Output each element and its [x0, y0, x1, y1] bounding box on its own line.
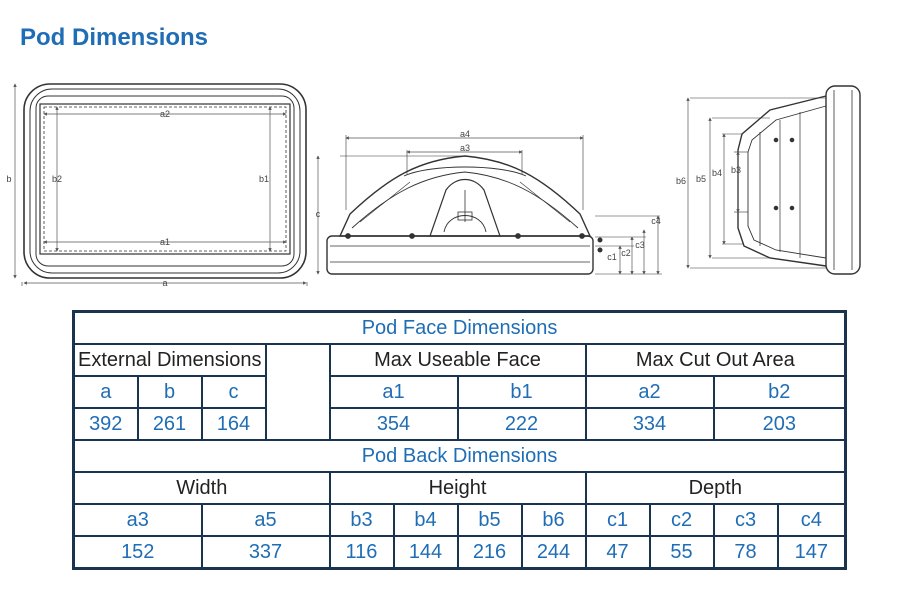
label-cell-b5: b5 [458, 504, 522, 536]
max-useable-face-header: Max Useable Face [330, 344, 586, 376]
value-cell-b3: 116 [330, 536, 394, 569]
value-cell-b6: 244 [522, 536, 586, 569]
label-b: b [6, 174, 12, 184]
label-c1: c1 [607, 252, 617, 262]
value-cell-a: 392 [74, 408, 138, 440]
label-cell-a3: a3 [74, 504, 202, 536]
back-dimension-labels [316, 129, 661, 262]
pod-side-view [690, 86, 860, 274]
label-b4: b4 [711, 168, 723, 178]
label-a3: a3 [459, 143, 471, 153]
label-cell-b3: b3 [330, 504, 394, 536]
label-b1: b1 [258, 174, 270, 184]
label-cell-b2: b2 [714, 376, 846, 408]
label-a2: a2 [159, 109, 171, 119]
label-cell-b4: b4 [394, 504, 458, 536]
value-cell-c1: 47 [586, 536, 650, 569]
label-cell-b1: b1 [458, 376, 586, 408]
label-cell-a1: a1 [330, 376, 458, 408]
label-cell-a2: a2 [586, 376, 714, 408]
value-cell-c2: 55 [650, 536, 714, 569]
label-c4: c4 [651, 216, 661, 226]
label-b3: b3 [730, 165, 742, 175]
blank-spacer-cell [266, 344, 330, 440]
value-cell-b2: 203 [714, 408, 846, 440]
label-a4: a4 [459, 129, 471, 139]
label-cell-c2: c2 [650, 504, 714, 536]
label-cell-c4: c4 [778, 504, 846, 536]
value-cell-a1: 354 [330, 408, 458, 440]
value-cell-b: 261 [138, 408, 202, 440]
face-dimensions-title: Pod Face Dimensions [74, 312, 846, 345]
side-dimension-labels [676, 165, 741, 186]
value-cell-c: 164 [202, 408, 266, 440]
width-header: Width [74, 472, 330, 504]
label-cell-a: a [74, 376, 138, 408]
height-header: Height [330, 472, 586, 504]
label-cell-b6: b6 [522, 504, 586, 536]
label-b5: b5 [695, 174, 707, 184]
label-c: c [315, 209, 321, 219]
value-cell-a5: 337 [202, 536, 330, 569]
page-title: Pod Dimensions [20, 24, 209, 51]
label-cell-c: c [202, 376, 266, 408]
label-b6: b6 [675, 176, 687, 186]
label-c3: c3 [635, 240, 645, 250]
value-cell-c4: 147 [778, 536, 846, 569]
label-cell-c3: c3 [714, 504, 778, 536]
max-cut-out-area-header: Max Cut Out Area [586, 344, 846, 376]
value-cell-c3: 78 [714, 536, 778, 569]
pod-dimensions-table [72, 310, 847, 570]
value-cell-a2: 334 [586, 408, 714, 440]
label-cell-b: b [138, 376, 202, 408]
label-a1: a1 [159, 237, 171, 247]
value-cell-b1: 222 [458, 408, 586, 440]
back-dimensions-title: Pod Back Dimensions [74, 440, 846, 472]
external-dimensions-header: External Dimensions [74, 344, 266, 376]
label-c2: c2 [621, 248, 631, 258]
depth-header: Depth [586, 472, 846, 504]
label-b2: b2 [51, 174, 63, 184]
label-a: a [162, 278, 168, 288]
value-cell-b5: 216 [458, 536, 522, 569]
front-dimension-labels [6, 109, 269, 288]
label-cell-a5: a5 [202, 504, 330, 536]
label-cell-c1: c1 [586, 504, 650, 536]
value-cell-b4: 144 [394, 536, 458, 569]
value-cell-a3: 152 [74, 536, 202, 569]
